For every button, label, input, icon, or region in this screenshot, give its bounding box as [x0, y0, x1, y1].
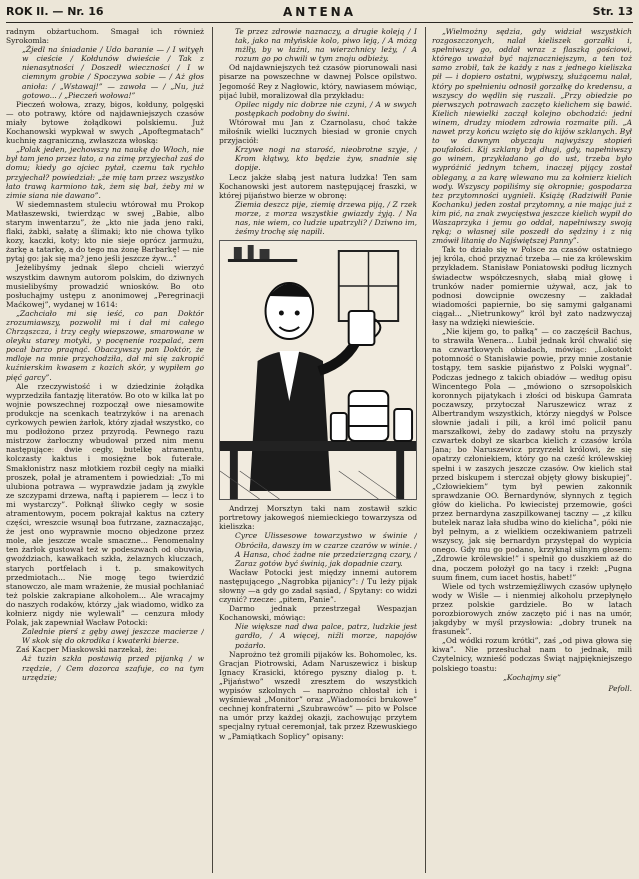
page-header — [6, 4, 633, 23]
paragraph: Naprożno też gromili pijaków ks. Bohomolec, ks. Gracjan Piotrowski, Adam Naruszewicz i biskup Ignacy Krasicki, którego pyszny dialog p. t. „Pijaństwo” wszedł zresztem do wszystkich wypisów szkolnych — naprożno chłostał ich i wyśmiewał „Monitor” oraz „Wiadomości brukowe” cechnej konfraterni „Szubrawców” — pito w Polsce na umór przy każdej okazji, zachowując przytem specjalny rytuał ceremonjał, tak przez Rzewuskiego w „Pamiątkach Soplicy” opisany: — [219, 649, 417, 741]
quote: Nie większe nad dwa palce, patrz, ludzkie jest gardło, / A więcej, niźli morze, napojów pożarło. — [235, 622, 417, 650]
quote: Opilec nigdy nic dobrze nie czyni, / A w swych postępkach podobny do świni. — [235, 99, 417, 118]
column-3 — [432, 27, 632, 873]
paragraph: Wiele od tych wstrzemięźliwych czasów upłynęło wody w Wiśle — i nienmiej alkoholu przepłynęło przez polskie gardziele. Bo w latach porozbiorowych znów zaczęto pić i nas na umór, jakgdyby w myśl przysłowia: „dobry trunek na frasunek”. — [432, 581, 632, 637]
paragraph: Od najdawniejszych też czasów piorunowali nasi pisarze na powszechne w dawnej Polsce opilstwo. Jegomość Rey z Nagłowic, który, nawiasem mówiąc, pijać lubił, moralizował dla przykładu: — [219, 63, 417, 100]
column-divider — [425, 27, 426, 873]
paragraph: Tak to działo się w Polsce za czasów ostatniego jej króla, choć przyznać trzeba — nie za królewskim przykładem. Stanisław Poniatowski podług licznych świadectw współczesnych, słabą miał głowę i trunków nader pomiernie używał, acz, jak to podnosi dowcipnie owczesny — zakładał wiadomości papiernie, bo się samymi gałganami ciągał... „Nietrunkowy” król był zato nadzwyczaj łasy na wdzięki niewieście. — [432, 245, 632, 327]
illustration-caption-paragraph: Andrzej Morsztyn taki nam zostawił szkic portretowy jakowegoś niemieckiego towarzysza od kieliszka: — [219, 504, 417, 532]
issue-number: ROK II. — Nr. 16 — [6, 5, 104, 18]
author-signature: Pefoll. — [608, 683, 632, 693]
paragraph: „Nie kijem go, to pałką” — co zaczęścił Bachus, to strawiła Wenera... Lubił jednak król chwalić się na czwartkowych obiadach, mówiąc: „Lokotokt potomność o Stanisławie powie, przy mnie zostanie tostąpy, tem saskie pijaństwo z Polski wygnał”. Podczas jednego z takich obiadów — według opisu Wincentego Pola — „mówiono o szrsopolskich koronnych pijatykach i złości od biskupa Gamrata poczawszy, przytoczał Naruszewicz wraz z Albertrandym wszystkich, którzy niegdyś w Polsce słownie jadali i pili, a król imć policił panu marszałkowi, żeby do zadawy stołu na przyszły czwartek dobył ze skarbca kielich z czasów króla Jana; bo Naruszewicz przyrzekł królowi, że się opatrzy członiekiem, który go na cześć królewskiej spełni i w zaszych jeszcze czasów. Ow kielich stał przed biskupem i sterczał objęty głowy biskupiej”. „Człowiekiem” tym był pewien zakonnik sprawdzanie OO. Bernardynów, słynnych z tęgich głów do kielicha. Po kwiecistej przemowie, gości przez bernardyna zaszpilkowanej taczny — „z kilku butelek naraz lała słudba wino do kielicha”, póki nie był pełnym, a z wielkiem oczekiwaniem patrzeli wszyscy, jak się bernardyn przystępał do wypicia onego. Gdy mu go podano, krzyknął silnym głosem: „Zdrowie królewskie!” i spełnił go duszkiem aż do dna, poczem położył go na tacy i rzekł: „Pugna suum finem, cum iacet hostis, habet!” — [432, 327, 632, 582]
quote: Zalednie pierś z gęby awej jeszcze macierze / W skok się do okrodika i kwaterki bierze. — [22, 627, 204, 646]
column-divider — [212, 27, 213, 873]
quote: Cyrce Ulissesowe towarzystwo w świnie / Obróciła, dawszy im w czarze czarów w winie. / A Hansa, choć żadne nie przedzierzgną czary, / Zaraz gotów być świnią, jak dopadnie czary. — [235, 531, 417, 568]
column-1 — [6, 27, 204, 873]
paragraph: Wacław Potocki jest między innemi autorem następującego „Nagrobka pijanicy”: / Tu leży pijak słowny —a gdy go zadał sąsiad, / Spytany: co widzi czynić? rzecze: „pitem, Panie”. — [219, 567, 417, 605]
column-2 — [219, 27, 417, 873]
quote: „Polak jeden, jechowszy na naukę do Włoch, nie był tam jeno przez łato, a na zimę przyjechał zaś do domu; kiedy go ojciec pytał, czemu tak rychło przyjechał? powiedział: „że mię tam przez wszystko łato trawą karmiono tak, żem się bał, żeby mi w zimie siana nie dawano”. — [6, 145, 204, 200]
quote: „Żjedl na śniadanie / Udo baranie — / I wityęh w cieście / Kołdunów dwieście / Tak z nienasytności / Doszedł wieczności / I w ciemnym grobie / Spoczywa sobie — / Aż głos anioła: / „Wstawaj!” — zawoła — / „Nu, już gotowo... / „Pieczeń wołowa!” — [22, 45, 204, 100]
paragraph: Pieczeń wołowa, zrazy, bigos, kołduny, polgęski — oto potrawy, które od najdawniejszych czasów miały bytowe żołądkowi polskiemu. Już Kochanowski wypkwał w swych „Apoftegmatach” kuchnię zagraniczną, zwłaszcza włoską: — [6, 99, 204, 146]
paragraph: Ale rzeczywistość i w dziedzinie żołądka wyprzedziła fantazję literatów. Bo oto w kilka lat po wojnie powszechnej rozpoczął owe niesamowite produkcje na scenkach teatrzyków i na arenach cyrkowych pewien żarłok, który zjadał wszystko, co mu podłożono przez przyrodą. Pewnego razu mistrzow żarłoczny wbudował przed nim menu następujące: dwie cegły, butelkę atramentu, kolczasty kaktus i mosiężne bok futerałe. Smakłonistrz nasz młotkiem rozbił cegły na miałki proszek, połał je atramentem i powiedział: „To mi ulubiona potrawa — wyprawdzie jadam ją zwykle ze szczypami drzewa, naftą i papierem — lecz i to mi wystarczy”. Połknął śliwko cegły w sosie atramentowym, pocem pokrajał kaktus na cztery części, wreszcie wsunął boa futrzane, zaznaczając, że jest ono wyprawnie mocno objedzone przez mole, ale jeszcze wcale smaczne... Fenomenalny ten żarłok gustował też w podeszwach od obuwia, gwoździach, kawałkach szkła, żelaznych kluczach, starych portfelach i t. p. smakowitych przedmiotach... Nie mogę tego twierdzić stanowczo, ale mam wrażenie, że musiał pochłaniać też polskie zakrapiane alkoholem... Ale wracajmy do naszych rodaków, którzy „jak wiadomo, widko za kołnierz nigdy nie wylewali” — cenzura młody Polak, jak zapewniał Wacław Potocki: — [6, 381, 204, 628]
paragraph: Wtórował mu Jan z Czarnolasu, choć także miłośnik wielki lucznych biesiad w gronie cnych przyjaciół: — [219, 117, 417, 146]
quote: Aż tuzin szkła postawią przed pijanką / w rzędzie, / Cem dozorca szafuje, co na tym urzędzie; — [22, 654, 204, 682]
quote: Krzywe nogi na starość, nieobrotne szyje, / Krom kłątwy, kto będzie żyw, snadnie się dopije. — [235, 145, 417, 173]
illustration-drinking-scene — [219, 240, 417, 500]
paragraph: radnym obżartuchom. Smagał ich również Syrokomla: — [6, 27, 204, 46]
paragraph: Zaś Kacper Miaskowski narzekał, że: — [16, 645, 157, 655]
quote: „Zachciało mi się ieść, co pan Doktór zrozumiawszy, pozwolił mi i dał mi całego Chrząszcza, i trzy cegły wiepszowe, smarowane w oleyku starey motyki, y pocęnenie rozpalać, zem pocał barzo praqnąć. Obaczywszy pan Doktór, że mdloje na mnie przychodziła, dał mi się zakropić kuźnierskim kwasem z kozich skór, y wypiłem go pięć garcy”. — [6, 308, 204, 382]
paragraph: W siedemnastem stuleciu wtórował mu Prokop Matłaszewski, twierdząc w swej „Babie, albo starym inwentarzu”, że „kto nie jada jeno raki, flaki, żabki, sałatę a ślimaki; kto nie chowa tylko kozy, kaczki, koty; kto nie sieje oprócz jarmużu, żarkę a tatarkę, a do tego ma żonę Barbarkę! — nie pytaj go: jak się ma? jeno jeśli jeszcze żyw...” — [6, 199, 204, 264]
paragraph: „Od wódki rozum krótki”, zaś „od piwa głowa się kiwa”. Nie przesłuchał nam to jednak, mili Czytelnicy, wznieść podczas Świąt najpiękniejszego polskiego toastu: — [432, 636, 632, 673]
paragraph: Jeżelibyśmy jednak ślepo chcieli wierzyć wszystkim dawnym autorom polskim, do dziwnych musielibyśmy prowadzić wniosków. Bo oto posłuchajmy ustępu z anonimowej „Peregrinacji Maćkowej”, wydanej w 1614: — [6, 263, 204, 309]
quote: Te przez zdrowie naznaczy, a drugie kolejq / I tak, jako na młyńskie kolo, piwo leją, / A mózg mżlły, by w łaźni, na wierzchnicy leży, / A rozum go po chwili w tym znoju odbieży. — [235, 27, 417, 64]
paragraph: Lecz jakże słabą jest natura ludzka! Ten sam Kochanowski jest autorem następującej fraszki, w której pijaństwo bierze w obronę: — [219, 172, 417, 200]
paragraph: Darmo jednak przestrzegał Wespazjan Kochanowski, mówiąc: — [219, 604, 417, 623]
page-number: Str. 13 — [592, 5, 633, 18]
newspaper-title: ANTENA — [282, 5, 357, 19]
quote: Ziemia deszcz pije, ziemię drzewa piją, / Z rzek morze, z morza wszystkie gwiazdy żyją. / Na nas, nie wiem, co ludzie upatrzyli? / Dziwno im, żeśmy trochę się napili. — [235, 199, 417, 237]
quote: „Wielmożny sędzia, gdy widział wszystkich rozgoszczonych, nalał kieliszek gorzałki i, spełniwszy go, oddał wraz z flaszką gościowi, którego uważał być najznaczniejszym, a ten toż samo zrobił, tak że każdy z nas z jednego kieliszka pił — i dopiero ostatni, wypiwszy, służącemu nalał, który po spełnieniu odnosił gorzałkę do kredensu, a wszyscy do wędlin się ruszali. „Przy obiedzie po pierwszych potrawach zaczęto kielichem się bawić. Kielich niewielki zaczął kolejno obchodzić: jedni winem, drudzy miodem zdrowia rozmaite pili. „A nawet przy końcu wzięto się do kijów szklanych. Był to w dawnym obyczaju najwyższy stopień poufałości. Kij szklany był długi, gdy, napełniwszy go winem, przykładano go do ust, trzeba było wypróżnić jednym tchem, inaczej pijący został oblegany, a za karę wlewano mu za kołnierz kielich wody. Wszyscy popiliśmy się okropnie; gospodarza tez przytomności uygnieli. Książę (Radziwiłł Panie Kochanku) jeden został przytomny, a nie mając już z kim pić, na znak zwycięstwa jeszcze kielich wypił do Waszaprzyka i jemu go oddał, napełniwszy swoją ręką; o własnej sile poszedł do sędziny i z nią zmówił litanię do Najświętszej Panny”. — [432, 27, 632, 246]
toast: „Kochajmy się” — [503, 672, 561, 682]
